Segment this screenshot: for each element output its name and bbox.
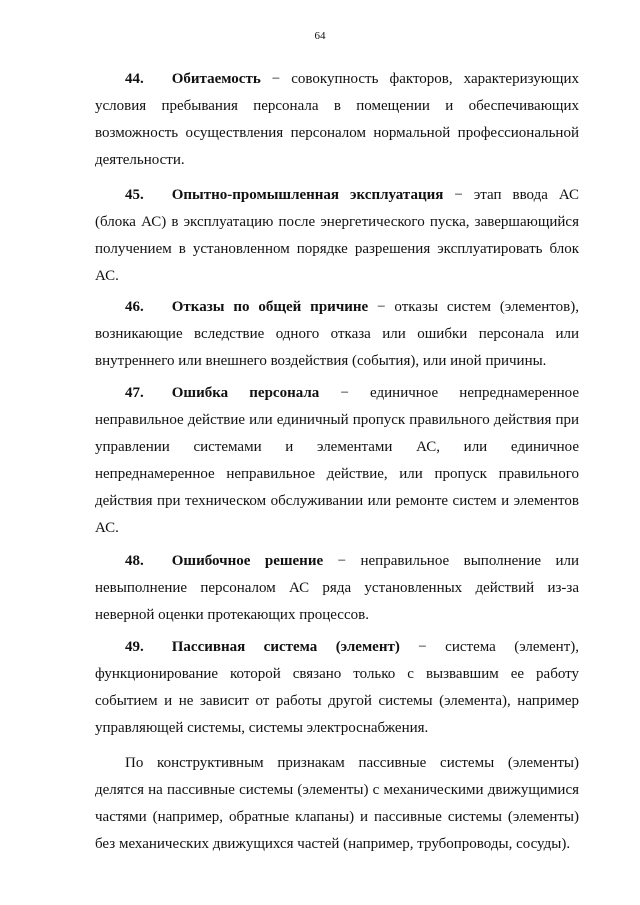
definition-number: 48. — [125, 553, 144, 569]
definition-47 — [95, 380, 579, 542]
definition-49 — [95, 634, 579, 742]
definition-text: − система (элемент), функционирование которой связано только с вызвавшим ее работу событием и не зависит от работы другой системы (элемента), например управляющей системы, системы электроснабжения. — [95, 639, 579, 736]
definition-text: − отказы систем (элементов), возникающие вследствие одного отказа или ошибки персонала или внутреннего или внешнего воздействия (события), или иной причины. — [95, 299, 579, 369]
definition-term: Опытно-промышленная эксплуатация — [171, 187, 444, 203]
definition-number: 46. — [125, 299, 144, 315]
definition-text: − неправильное выполнение или невыполнение персоналом АС ряда установленных действий из-за неверной оценки протекающих процессов. — [95, 553, 579, 623]
definition-text: − единичное непреднамеренное неправильное действие или единичный пропуск правильного действия при управлении системами и элементами АС, или единичное непреднамеренное неправильное действие, или пропуск правильного действия при техническом обслуживании или ремонте систем и элементов АС. — [95, 385, 579, 536]
classification-note: По конструктивным признакам пассивные системы (элементы) делятся на пассивные системы (элементы) с механическими движущимися частями (например, обратные клапаны) и пассивные системы (элементы) без механических движущихся частей (например, трубопроводы, сосуды). — [95, 755, 579, 852]
definition-number: 44. — [125, 71, 144, 87]
definition-44 — [95, 66, 579, 174]
definition-text: − совокупность факторов, характеризующих условия пребывания персонала в помещении и обеспечивающих возможность осуществления персоналом нормальной профессиональной деятельности. — [95, 71, 579, 168]
definition-term: Обитаемость — [171, 71, 261, 87]
page-number: 64 — [314, 30, 326, 42]
definition-term: Ошибочное решение — [171, 553, 324, 569]
definition-number: 45. — [125, 187, 144, 203]
definition-term: Ошибка персонала — [171, 385, 320, 401]
definition-number: 49. — [125, 639, 144, 655]
definition-45 — [95, 182, 579, 290]
definition-46 — [95, 294, 579, 375]
definition-48 — [95, 548, 579, 629]
definition-number: 47. — [125, 385, 144, 401]
definition-text: − этап ввода АС (блока АС) в эксплуатацию после энергетического пуска, завершающийся получением в установленном порядке разрешения эксплуатировать блок АС. — [95, 187, 579, 284]
definition-term: Пассивная система (элемент) — [171, 639, 400, 655]
definition-term: Отказы по общей причине — [171, 299, 369, 315]
